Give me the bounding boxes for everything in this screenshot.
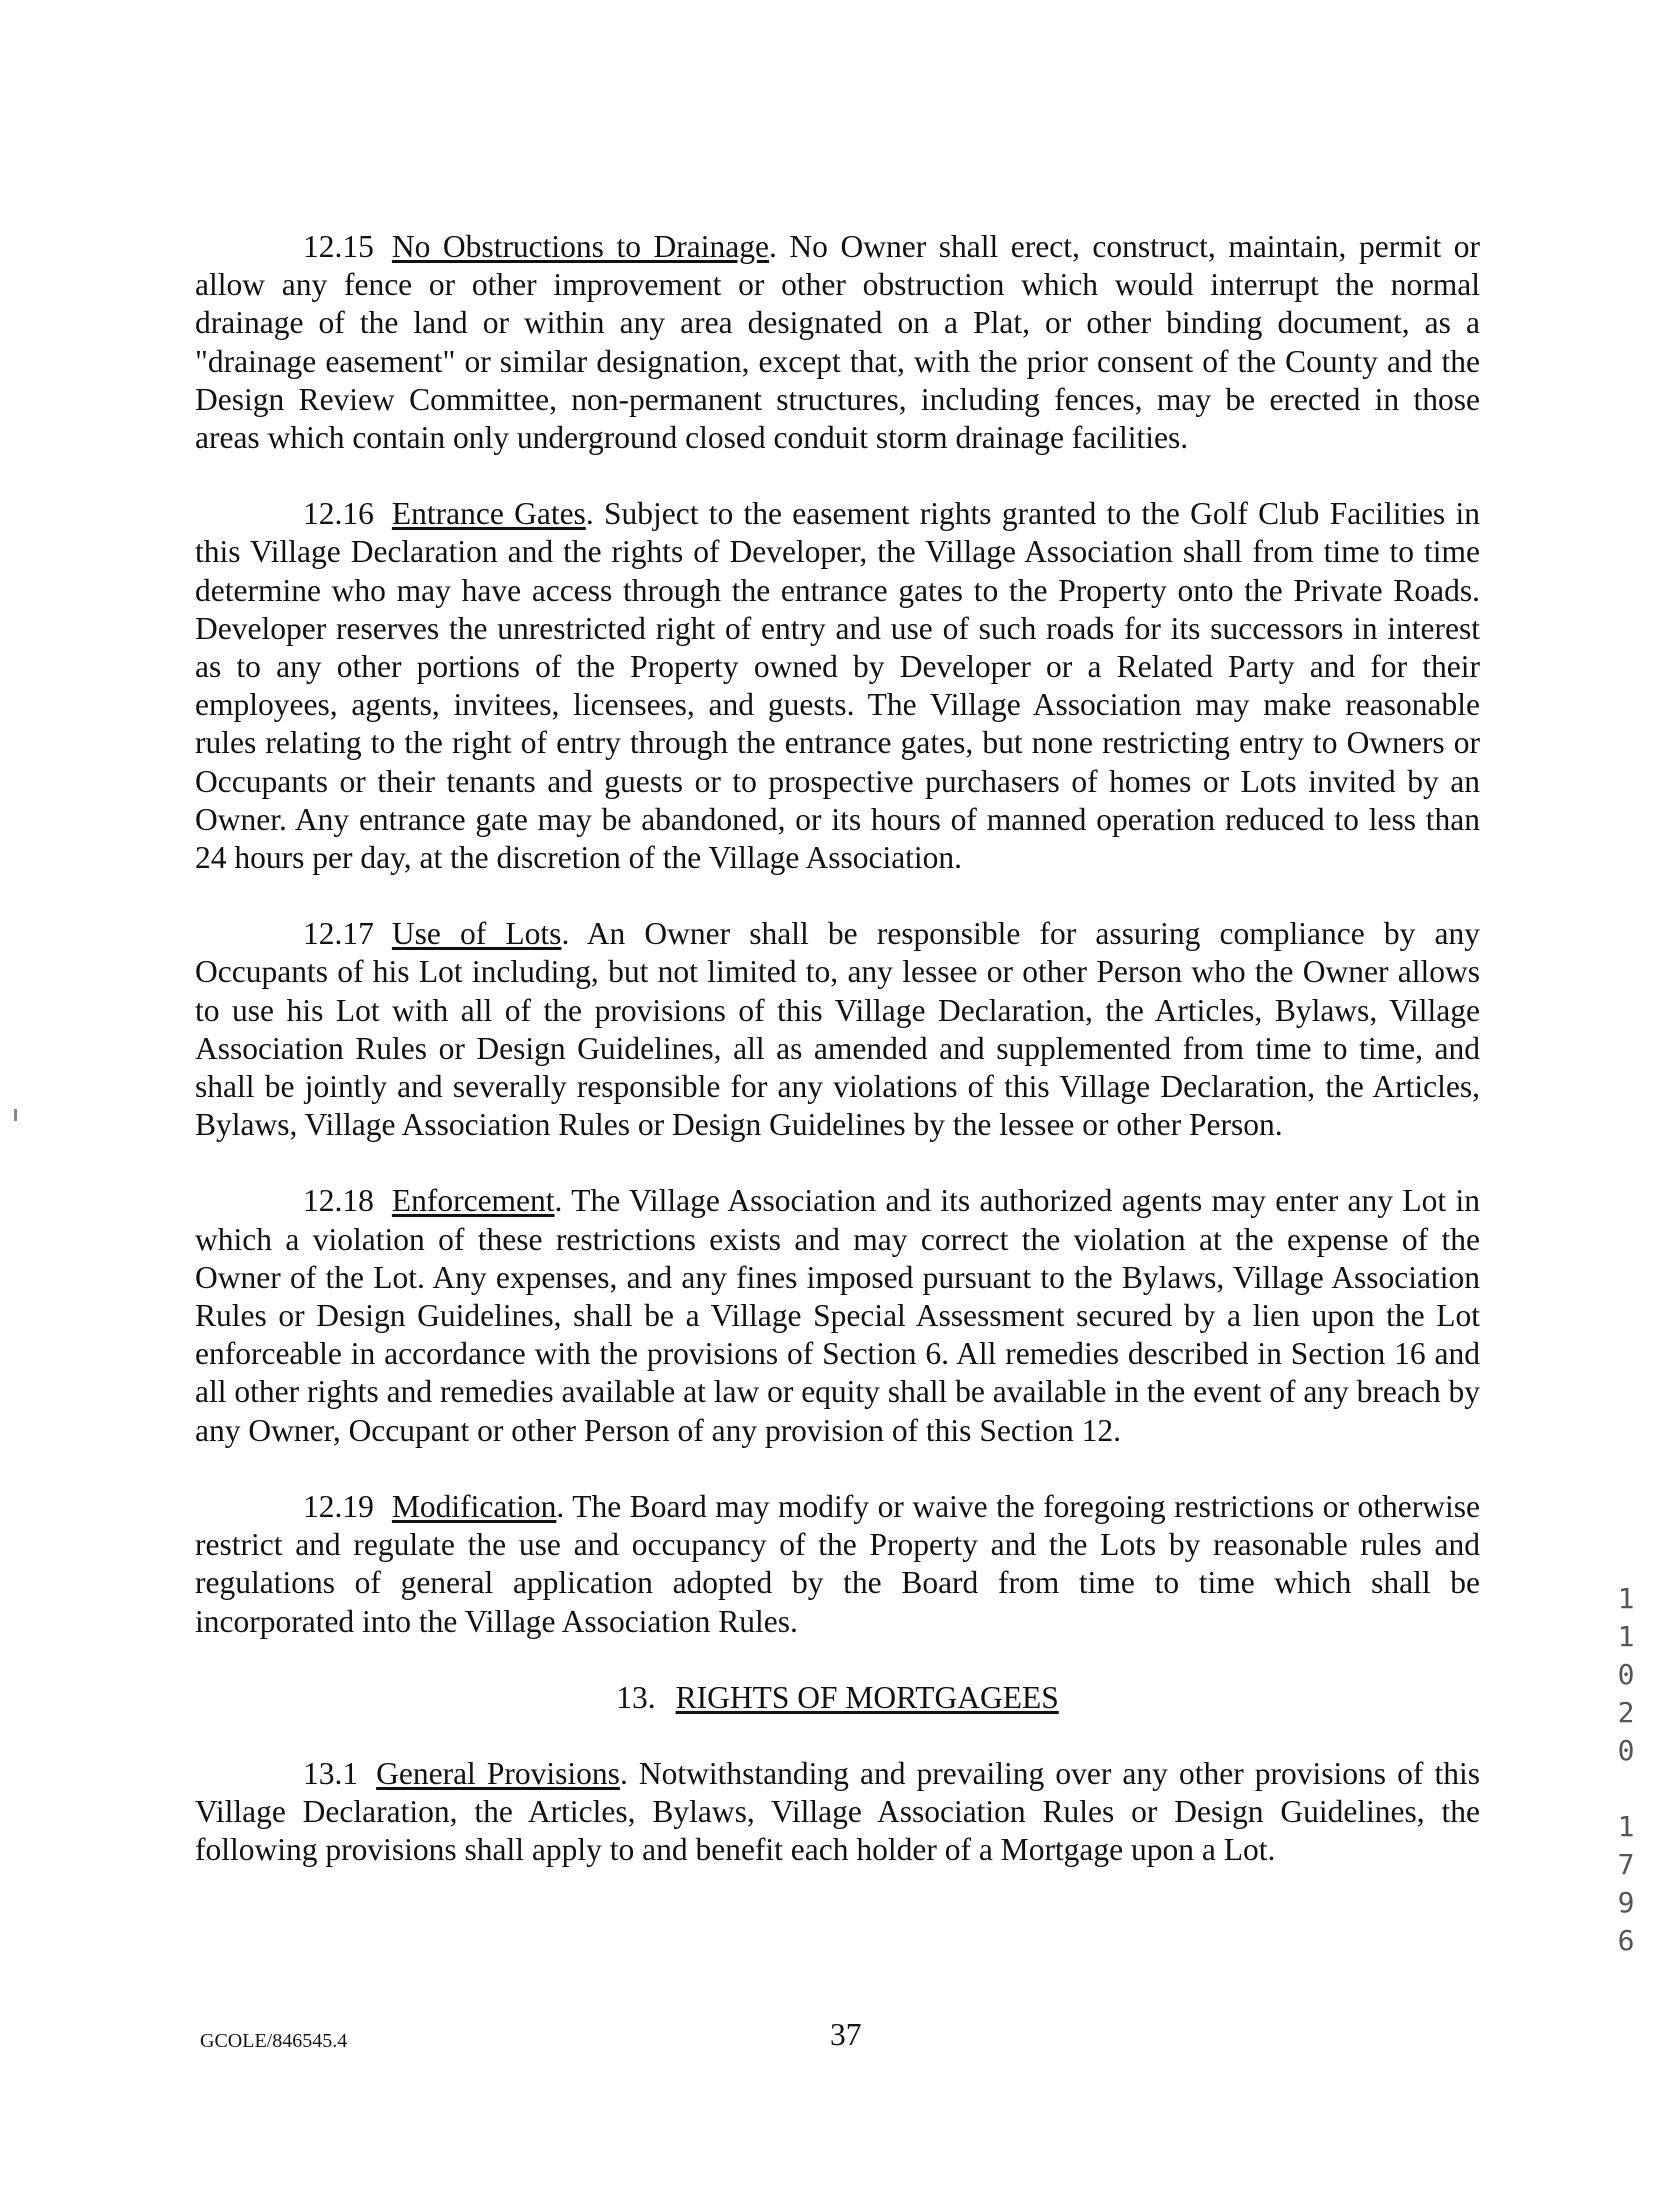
margin-tick-mark: [14, 1109, 17, 1121]
stamp-gap: [1612, 1770, 1640, 1808]
margin-recording-stamp: [1612, 1580, 1640, 1960]
paragraph-text: . Subject to the easement rights granted to the Golf Club Facilities in this Village Declaration and the rights of Developer, the Village Association shall from time to time determine who may have access through the entrance gates to the Property onto the Private Roads. Developer reserves the unrestricted right of entry and use of such roads for its successors in interest as to any other portions of the Property owned by Developer or a Related Party and for their employees, agents, invitees, licensees, and guests. The Village Association may make reasonable rules relating to the right of entry through the entrance gates, but none restricting entry to Owners or Occupants or their tenants and guests or to prospective purchasers of homes or Lots invited by an Owner. Any entrance gate may be abandoned, or its hours of manned operation reduced to less than 24 hours per day, at the discretion of the Village Association.: [195, 496, 1480, 876]
paragraph-12-17: [195, 915, 1480, 1144]
stamp-digit: 1: [1617, 1620, 1635, 1653]
paragraph-heading: General Provisions: [376, 1755, 620, 1791]
paragraph-text: . No Owner shall erect, construct, maintain, permit or allow any fence or other improvement or other obstruction which would interrupt the normal drainage of the land or within any area designated on a Plat, or other binding document, as a "drainage easement" or similar designation, except that, with the prior consent of the County and the Design Review Committee, non-permanent structures, including fences, may be erected in those areas which contain only underground closed conduit storm drainage facilities.: [195, 229, 1480, 456]
paragraph-heading: Use of Lots: [391, 916, 562, 952]
stamp-digit: 7: [1617, 1848, 1635, 1881]
paragraph-text: . The Board may modify or waive the foregoing restrictions or otherwise restrict and regulate the use and occupancy of the Property and the Lots by reasonable rules and regulations of general application adopted by the Board from time to time which shall be incorporated into the Village Association Rules.: [195, 1488, 1480, 1639]
footer-page-number: 37: [830, 2017, 862, 2052]
paragraph-12-19: [195, 1488, 1480, 1641]
paragraph-text: . Notwithstanding and prevailing over any other provisions of this Village Declaration, the Articles, Bylaws, Village Association Rules or Design Guidelines, the following provisions shall apply to and benefit each holder of a Mortgage upon a Lot.: [195, 1755, 1480, 1868]
paragraph-12-15: [195, 228, 1480, 457]
document-body: [195, 228, 1480, 1907]
paragraph-heading: Modification: [391, 1488, 557, 1524]
paragraph-heading: Entrance Gates: [391, 496, 586, 532]
paragraph-12-18: [195, 1182, 1480, 1449]
stamp-digit: 1: [1617, 1582, 1635, 1615]
paragraph-text: . An Owner shall be responsible for assuring compliance by any Occupants of his Lot including, but not limited to, any lessee or other Person who the Owner allows to use his Lot with all of the provisions of this Village Declaration, the Articles, Bylaws, Village Association Rules or Design Guidelines, all as amended and supplemented from time to time, and shall be jointly and severally responsible for any violations of this Village Declaration, the Articles, Bylaws, Village Association Rules or Design Guidelines by the lessee or other Person.: [195, 916, 1480, 1143]
footer-doc-id: GCOLE/846545.4: [200, 2030, 348, 2052]
paragraph-number: 12.16: [303, 496, 374, 532]
paragraph-heading: Enforcement: [391, 1183, 555, 1219]
stamp-digit: 1: [1617, 1810, 1635, 1843]
paragraph-heading: No Obstructions to Drainage: [391, 229, 769, 264]
stamp-digit: 0: [1617, 1658, 1635, 1691]
stamp-digit: 6: [1617, 1924, 1635, 1957]
paragraph-text: . The Village Association and its authorized agents may enter any Lot in which a violation of these restrictions exists and may correct the violation at the expense of the Owner of the Lot. Any expenses, and any fines imposed pursuant to the Bylaws, Village Association Rules or Design Guidelines, shall be a Village Special Assessment secured by a lien upon the Lot enforceable in accordance with the provisions of Section 6. All remedies described in Section 16 and all other rights and remedies available at law or equity shall be available in the event of any breach by any Owner, Occupant or other Person of any provision of this Section 12.: [195, 1183, 1480, 1448]
stamp-digit: 2: [1617, 1696, 1635, 1729]
section-number: 13.: [616, 1679, 656, 1715]
paragraph-number: 12.19: [303, 1488, 374, 1524]
paragraph-12-16: [195, 495, 1480, 877]
stamp-digit: 0: [1617, 1734, 1635, 1767]
paragraph-number: 12.15: [303, 229, 374, 264]
section-title: RIGHTS OF MORTGAGEES: [675, 1679, 1059, 1715]
paragraph-number: 12.17: [303, 916, 374, 952]
section-13-heading: [195, 1679, 1480, 1717]
paragraph-13-1: [195, 1755, 1480, 1870]
stamp-digit: 9: [1617, 1886, 1635, 1919]
paragraph-number: 12.18: [303, 1183, 374, 1219]
paragraph-number: 13.1: [303, 1755, 359, 1791]
